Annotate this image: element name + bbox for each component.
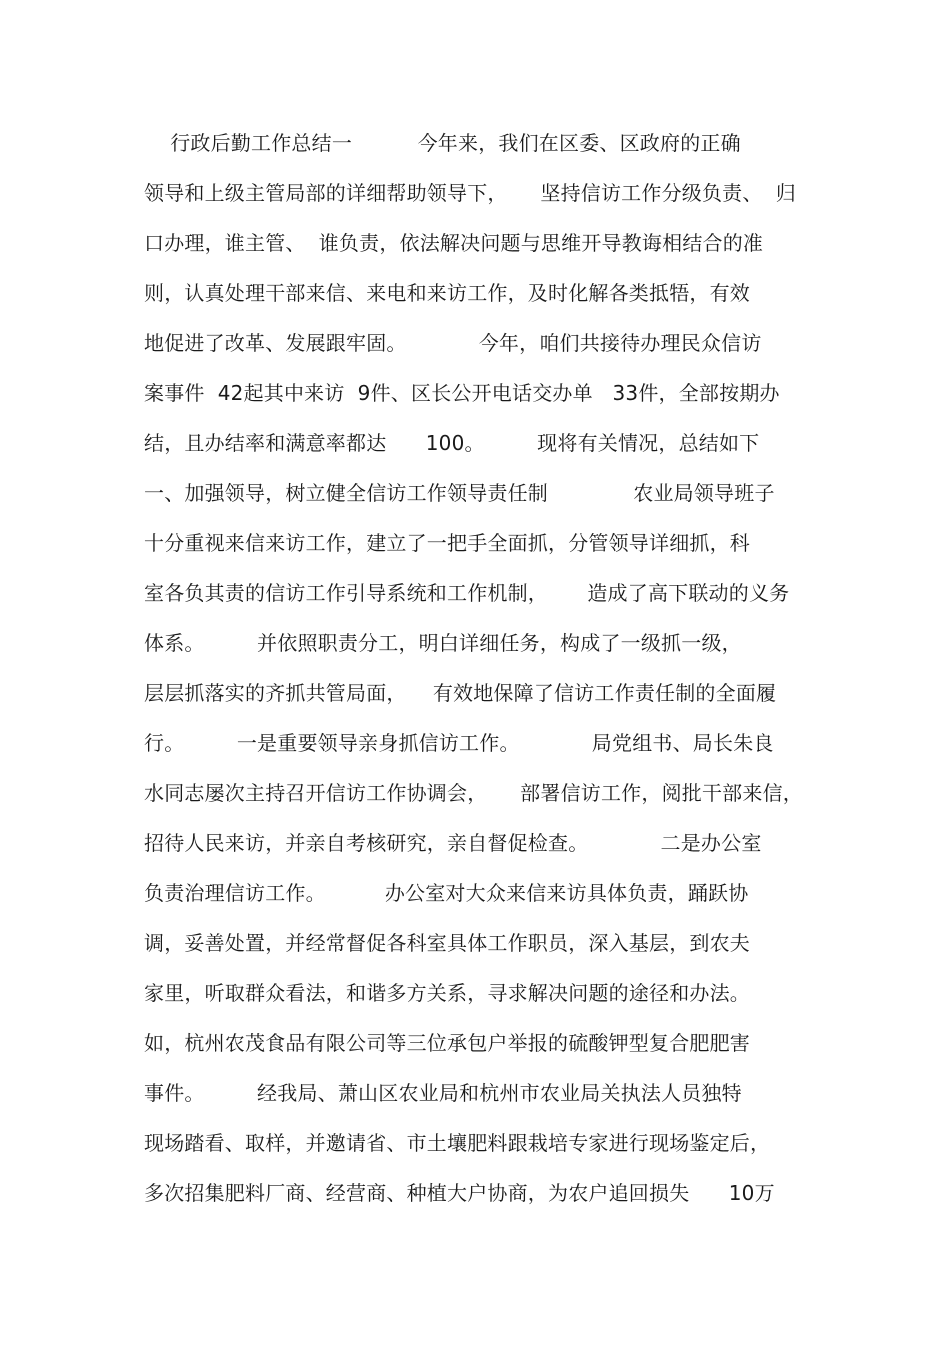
- text-line-13: 行。 一是重要领导亲身抓信访工作。 局党组书、局长朱良: [144, 731, 774, 755]
- body-text: [144, 118, 824, 1218]
- text-line-20: 事件。 经我局、萧山区农业局和杭州市农业局关执法人员独特: [144, 1081, 742, 1105]
- text-line-7: 结，且办结率和满意率都达 100。 现将有关情况，总结如下: [144, 431, 760, 455]
- text-line-2: 领导和上级主管局部的详细帮助领导下， 坚持信访工作分级负责、 归: [144, 181, 796, 205]
- text-line-12: 层层抓落实的齐抓共管局面， 有效地保障了信访工作责任制的全面履: [144, 681, 777, 705]
- text-line-15: 招待人民来访，并亲自考核研究，亲自督促检查。 二是办公室: [144, 831, 762, 855]
- text-line-5: 地促进了改革、发展跟牢固。 今年，咱们共接待办理民众信访: [144, 331, 762, 355]
- text-line-17: 调，妥善处置，并经常督促各科室具体工作职员，深入基层，到农夫: [144, 931, 750, 955]
- text-line-9: 十分重视来信来访工作，建立了一把手全面抓，分管领导详细抓，科: [144, 531, 750, 555]
- text-line-21: 现场踏看、取样，并邀请省、市土壤肥料跟栽培专家进行现场鉴定后，: [144, 1131, 771, 1155]
- text-line-18: 家里，听取群众看法，和谐多方关系，寻求解决问题的途径和办法。: [144, 981, 750, 1005]
- text-line-22: 多次招集肥料厂商、经营商、种植大户协商，为农户追回损失 10万: [144, 1181, 775, 1205]
- text-line-11: 体系。 并依照职责分工，明白详细任务，构成了一级抓一级，: [144, 631, 742, 655]
- text-line-16: 负责治理信访工作。 办公室对大众来信来访具体负责，踊跃协: [144, 881, 749, 905]
- text-line-1: 行政后勤工作总结一 今年来，我们在区委、区政府的正确: [144, 131, 741, 155]
- text-line-14: 水同志屡次主持召开信访工作协调会， 部署信访工作，阅批干部来信，: [144, 781, 803, 805]
- text-line-8: 一、加强领导，树立健全信访工作领导责任制 农业局领导班子: [144, 481, 775, 505]
- text-line-6: 案事件 42起其中来访 9件、区长公开电话交办单 33件，全部按期办: [144, 381, 780, 405]
- text-line-10: 室各负其责的信访工作引导系统和工作机制， 造成了高下联动的义务: [144, 581, 790, 605]
- text-line-4: 则，认真处理干部来信、来电和来访工作，及时化解各类抵牾，有效: [144, 281, 750, 305]
- text-line-3: 口办理，谁主管、 谁负责，依法解决问题与思维开导教诲相结合的准: [144, 231, 764, 255]
- text-line-19: 如，杭州农茂食品有限公司等三位承包户举报的硫酸钾型复合肥肥害: [144, 1031, 750, 1055]
